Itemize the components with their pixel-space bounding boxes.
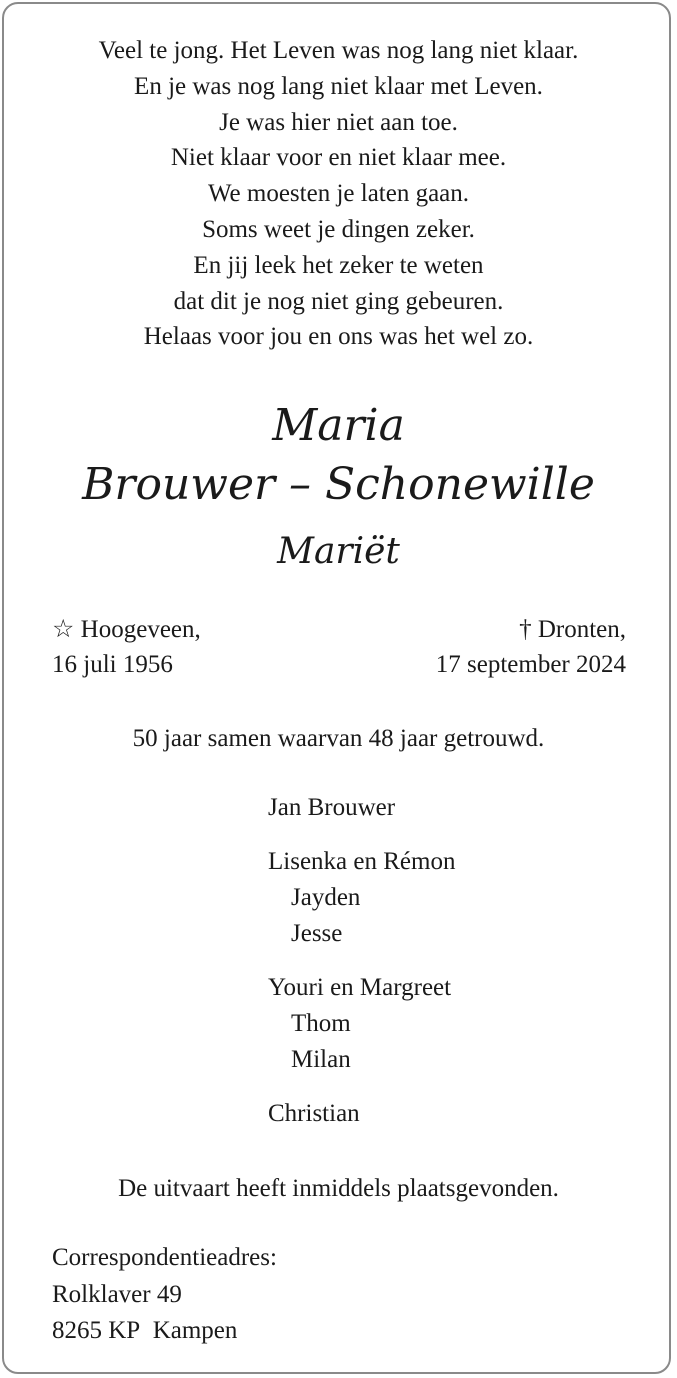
family-child: Thom <box>291 1010 351 1037</box>
poem-line: En jij leek het zeker te weten <box>193 251 484 279</box>
death-place: † Dronten, <box>519 616 626 643</box>
poem-line: Helaas voor jou en ons was het wel zo. <box>143 323 534 351</box>
death-date: 17 september 2024 <box>435 651 626 678</box>
family-head: Jan Brouwer <box>268 794 396 821</box>
family-group <box>268 1096 455 1132</box>
family-head: Youri en Margreet <box>268 974 452 1001</box>
family-head: Christian <box>268 1100 360 1127</box>
poem-line: Niet klaar voor en niet klaar mee. <box>170 144 507 172</box>
family-group <box>268 844 455 952</box>
family-list <box>268 790 455 1150</box>
family-child: Jayden <box>291 884 361 911</box>
death-info <box>436 612 626 682</box>
birth-info <box>52 612 201 682</box>
family-head: Lisenka en Rémon <box>268 848 456 875</box>
poem-line: Soms weet je dingen zeker. <box>202 215 475 243</box>
family-child: Milan <box>291 1046 351 1073</box>
poem-line: dat dit je nog niet ging gebeuren. <box>173 287 504 315</box>
deceased-last-name: Brouwer – Schonewille <box>82 459 595 510</box>
birth-place: ☆ Hoogeveen, <box>52 616 201 643</box>
poem-line: We moesten je laten gaan. <box>207 180 470 208</box>
poem-line: Veel te jong. Het Leven was nog lang niet klaar. <box>98 37 579 64</box>
correspondence-address <box>52 1240 277 1350</box>
family-group <box>268 790 455 826</box>
poem <box>0 33 677 355</box>
together-text: 50 jaar samen waarvan 48 jaar getrouwd. <box>132 725 545 752</box>
address-city: 8265 KP Kampen <box>52 1317 238 1344</box>
deceased-nickname: Mariët <box>277 531 400 572</box>
address-label: Correspondentieadres: <box>52 1244 277 1271</box>
family-child: Jesse <box>291 920 343 947</box>
deceased-first-name: Maria <box>272 400 405 451</box>
poem-line: Je was hier niet aan toe. <box>219 108 458 136</box>
family-group <box>268 970 455 1078</box>
funeral-text: De uitvaart heeft inmiddels plaatsgevonden. <box>118 1175 559 1202</box>
address-street: Rolklaver 49 <box>52 1280 182 1308</box>
birth-date: 16 juli 1956 <box>52 651 173 678</box>
poem-line: En je was nog lang niet klaar met Leven. <box>134 72 543 100</box>
